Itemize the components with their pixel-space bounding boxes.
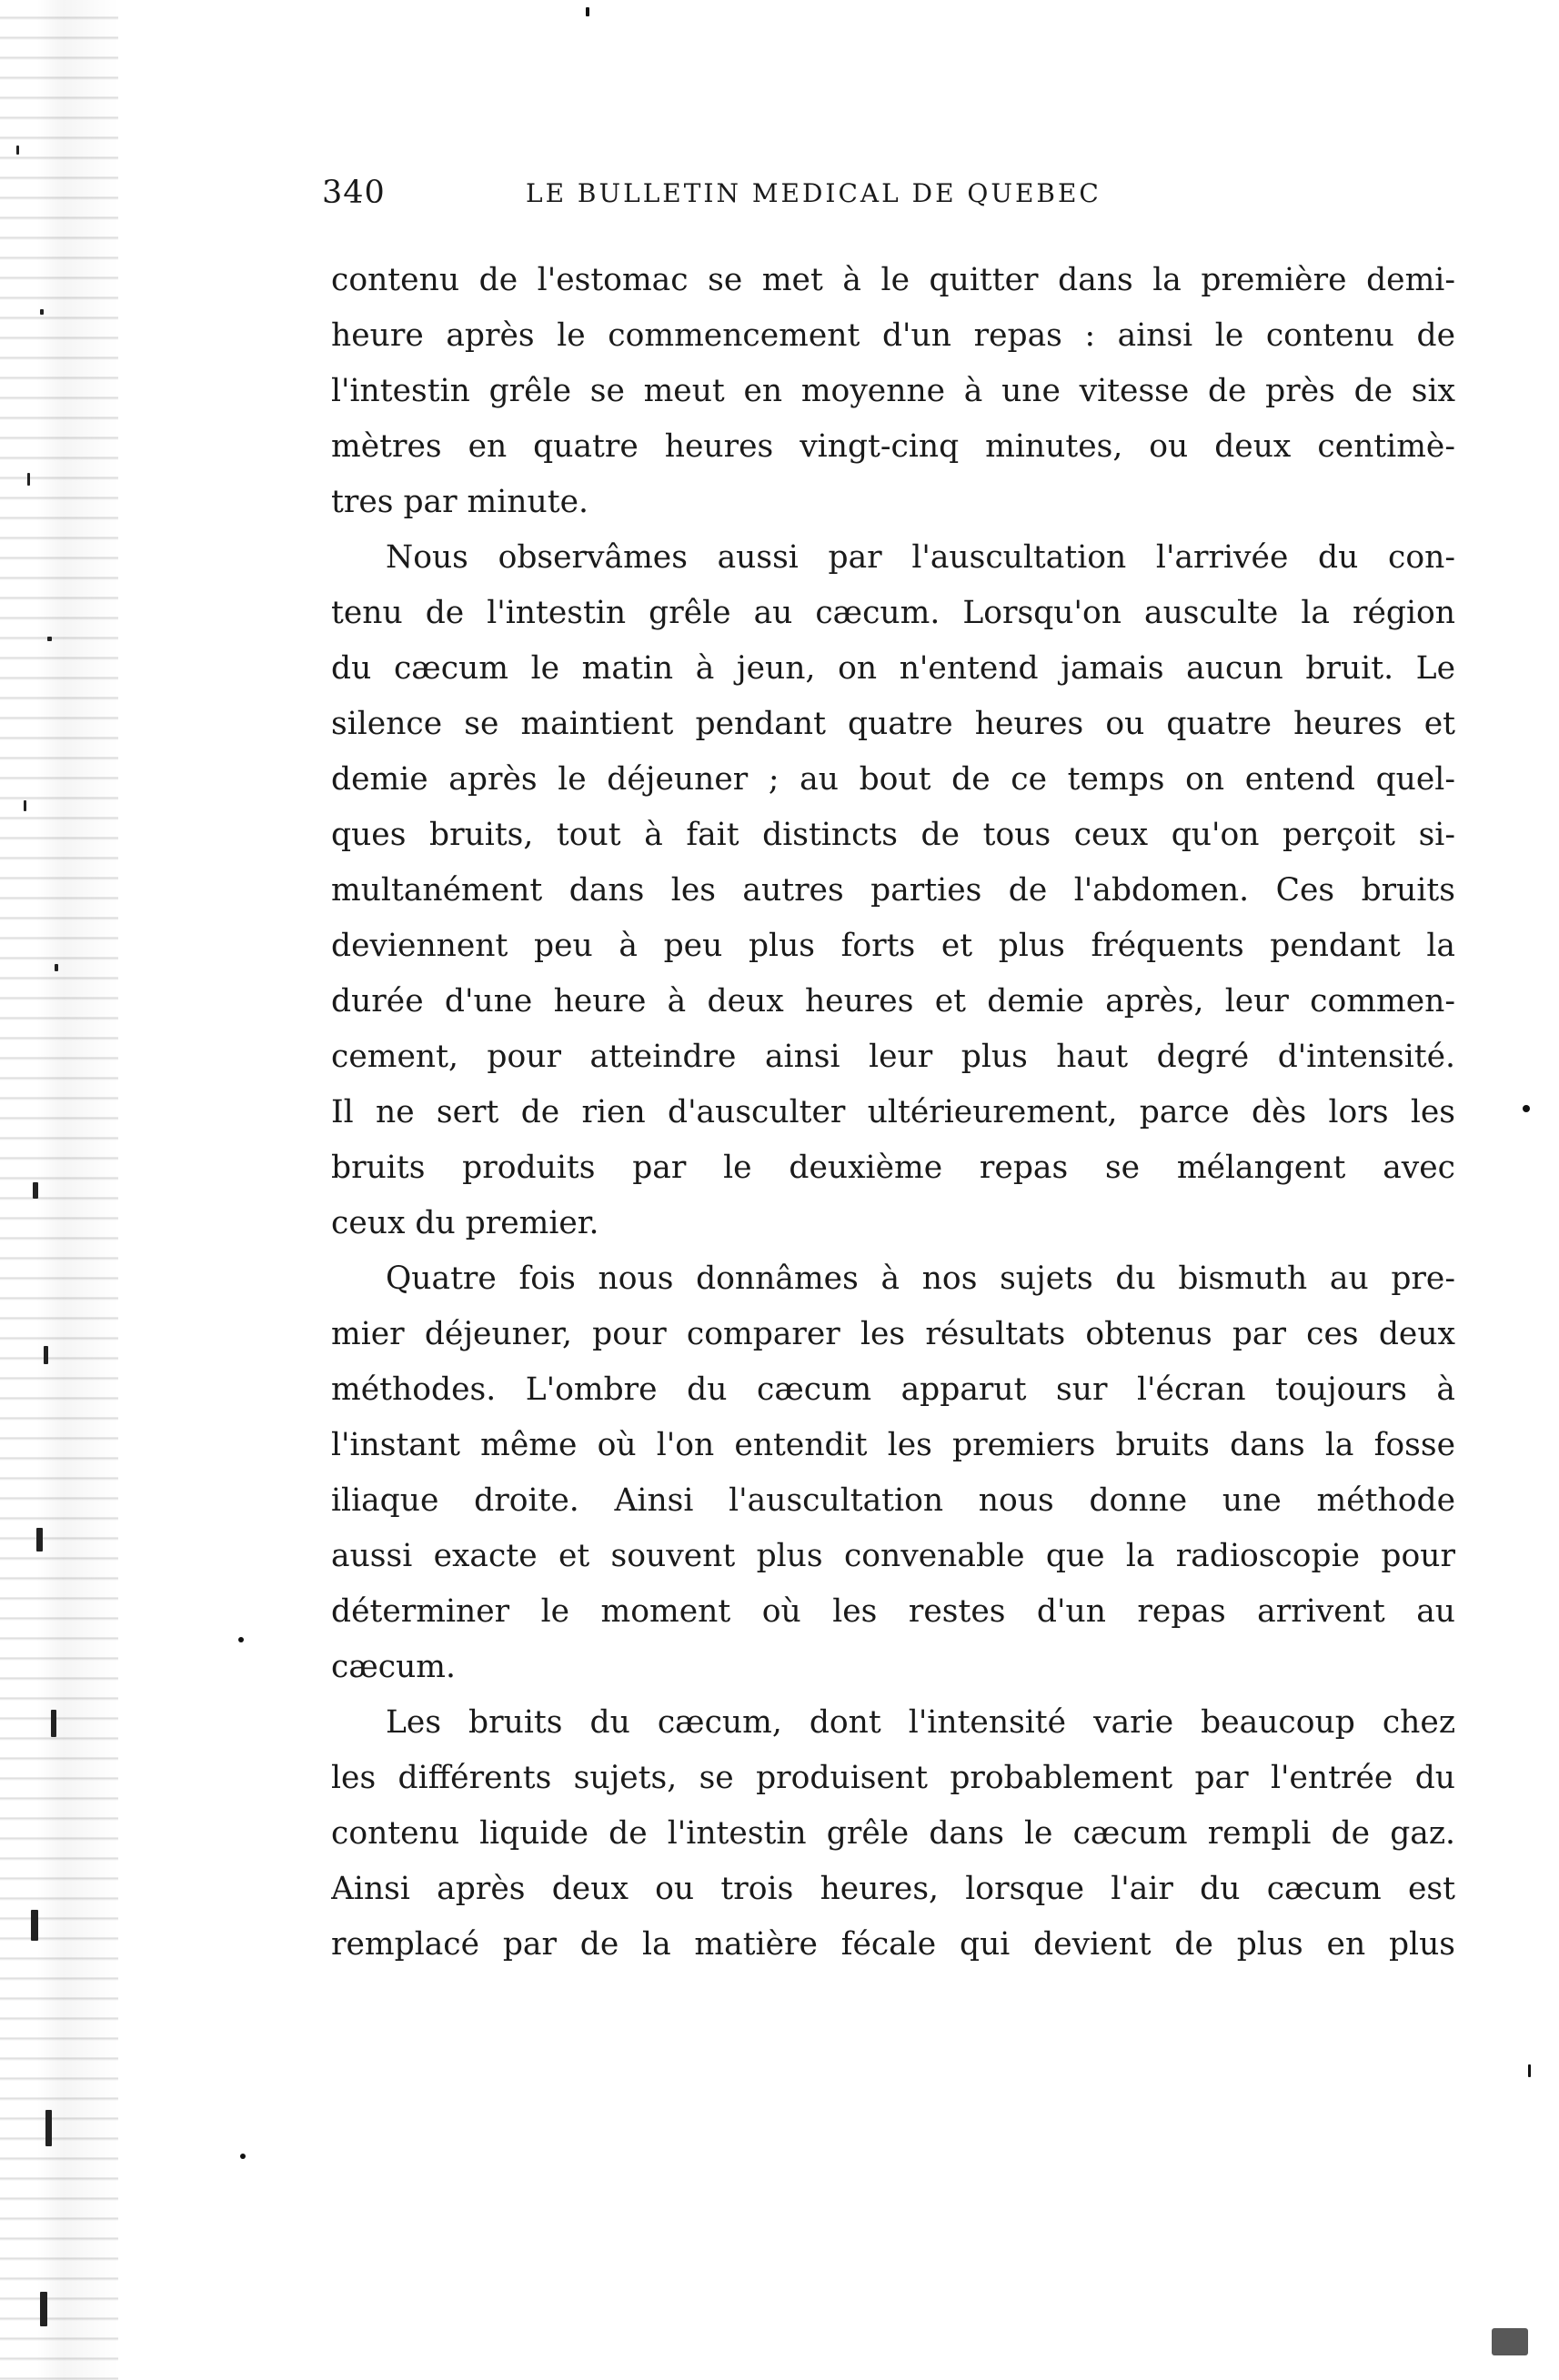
text-line: déterminer le moment où les restes d'un repas arrivent au — [331, 1593, 1455, 1630]
text-line: contenu liquide de l'intestin grêle dans le cæcum rempli de gaz. — [331, 1815, 1455, 1852]
margin-mark — [1492, 2328, 1528, 2355]
text-line: multanément dans les autres parties de l'abdomen. Ces bruits — [331, 872, 1455, 909]
text-line: deviennent peu à peu plus forts et plus fréquents pendant la — [331, 928, 1455, 964]
margin-mark — [1528, 2064, 1531, 2077]
text-line: Les bruits du cæcum, dont l'intensité varie beaucoup chez — [386, 1704, 1455, 1741]
text-line: mier déjeuner, pour comparer les résultats obtenus par ces deux — [331, 1316, 1455, 1352]
margin-mark — [240, 2154, 246, 2159]
paragraph-3 — [331, 1251, 1455, 1695]
text-line: Il ne sert de rien d'ausculter ultérieurement, parce dès lors les — [331, 1094, 1455, 1130]
text-line: aussi exacte et souvent plus convenable que la radioscopie pour — [331, 1538, 1455, 1574]
margin-mark — [238, 1637, 244, 1642]
running-header — [0, 175, 1559, 220]
margin-mark — [1523, 1105, 1530, 1112]
paragraph-1 — [331, 253, 1455, 530]
text-line: iliaque droite. Ainsi l'auscultation nous donne une méthode — [331, 1482, 1455, 1519]
text-line: demie après le déjeuner ; au bout de ce temps on entend quel- — [331, 761, 1455, 798]
scan-binding-edge — [0, 0, 118, 2380]
text-line: du cæcum le matin à jeun, on n'entend jamais aucun bruit. Le — [331, 650, 1455, 687]
text-line: tenu de l'intestin grêle au cæcum. Lorsqu'on ausculte la région — [331, 595, 1455, 631]
page-number: 340 — [322, 175, 386, 211]
running-head-title: LE BULLETIN MEDICAL DE QUEBEC — [526, 178, 1101, 208]
text-line: mètres en quatre heures vingt-cinq minutes, ou deux centimè- — [331, 428, 1455, 465]
text-line: bruits produits par le deuxième repas se mélangent avec — [331, 1150, 1455, 1186]
text-line: contenu de l'estomac se met à le quitter dans la première demi- — [331, 262, 1455, 298]
text-line: durée d'une heure à deux heures et demie après, leur commen- — [331, 983, 1455, 1019]
text-line: Nous observâmes aussi par l'auscultation l'arrivée du con- — [386, 539, 1455, 576]
paragraph-4 — [331, 1695, 1455, 1973]
text-line: les différents sujets, se produisent probablement par l'entrée du — [331, 1760, 1455, 1796]
text-line: Quatre fois nous donnâmes à nos sujets du bismuth au pre- — [386, 1260, 1455, 1297]
text-line: cement, pour atteindre ainsi leur plus haut degré d'intensité. — [331, 1039, 1455, 1075]
text-line: ques bruits, tout à fait distincts de tous ceux qu'on perçoit si- — [331, 817, 1455, 853]
text-line: cæcum. — [331, 1649, 456, 1685]
text-line: ceux du premier. — [331, 1205, 599, 1241]
paragraph-2 — [331, 530, 1455, 1251]
text-line: silence se maintient pendant quatre heures ou quatre heures et — [331, 706, 1455, 742]
text-line: méthodes. L'ombre du cæcum apparut sur l'écran toujours à — [331, 1371, 1455, 1408]
text-line: Ainsi après deux ou trois heures, lorsque l'air du cæcum est — [331, 1871, 1455, 1907]
text-line: l'instant même où l'on entendit les premiers bruits dans la fosse — [331, 1427, 1455, 1463]
text-line: remplacé par de la matière fécale qui devient de plus en plus — [331, 1926, 1455, 1963]
text-line: heure après le commencement d'un repas : ainsi le contenu de — [331, 317, 1455, 354]
margin-mark — [586, 7, 589, 16]
text-line: tres par minute. — [331, 484, 588, 520]
body-text — [331, 253, 1455, 1973]
text-line: l'intestin grêle se meut en moyenne à une vitesse de près de six — [331, 373, 1455, 409]
